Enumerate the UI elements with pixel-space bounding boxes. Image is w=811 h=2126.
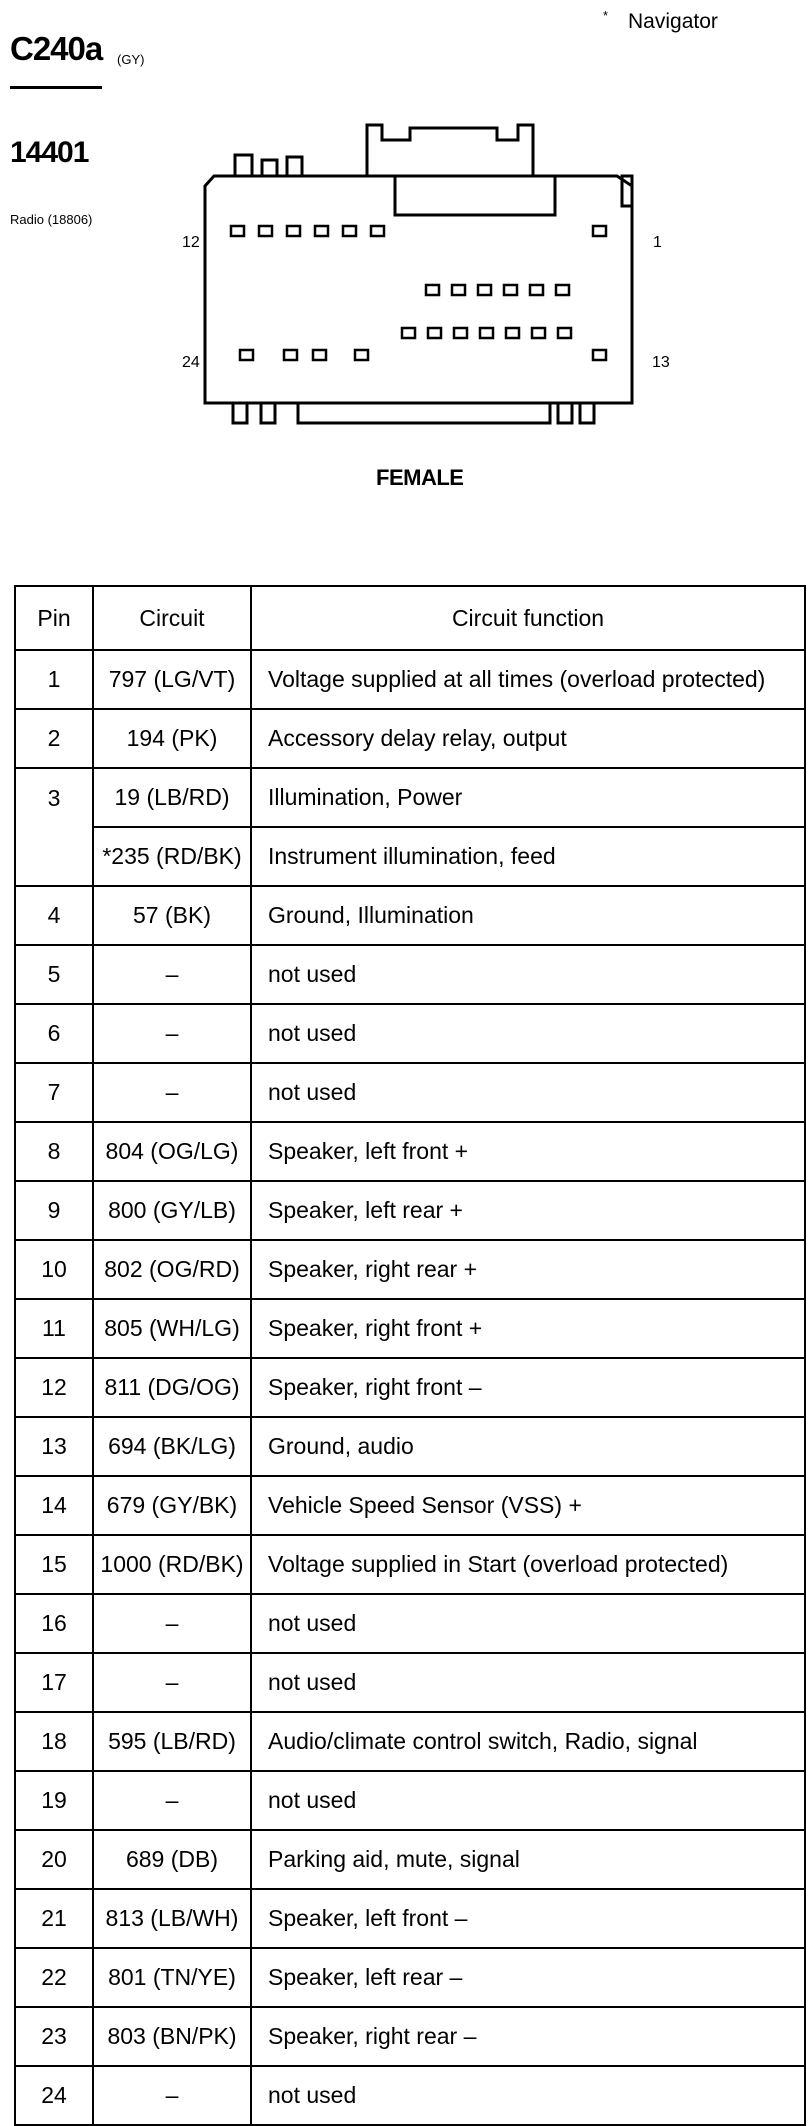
circuit-cell: –: [93, 945, 251, 1004]
pin-cell: 12: [15, 1358, 93, 1417]
pin-cell: 22: [15, 1948, 93, 2007]
circuit-cell: 804 (OG/LG): [93, 1122, 251, 1181]
pin-label-12: 12: [182, 234, 200, 251]
top-tab: [235, 155, 252, 176]
function-cell: not used: [251, 1771, 805, 1830]
function-cell: Illumination, Power: [251, 768, 805, 827]
function-cell: Vehicle Speed Sensor (VSS) +: [251, 1476, 805, 1535]
table-row: [15, 1535, 805, 1594]
circuit-cell: 803 (BN/PK): [93, 2007, 251, 2066]
pinout-table: [14, 585, 806, 2126]
table-row: [15, 1122, 805, 1181]
pin-label-24: 24: [182, 354, 200, 371]
connector-id: C240a: [10, 30, 103, 67]
circuit-cell: –: [93, 1063, 251, 1122]
table-row: [15, 827, 805, 886]
pin-cell: 4: [15, 886, 93, 945]
pin-cell: 23: [15, 2007, 93, 2066]
footnote-text: Navigator: [628, 10, 718, 33]
pin-cell: 17: [15, 1653, 93, 1712]
function-cell: Voltage supplied at all times (overload protected): [251, 650, 805, 709]
pin-label-1: 1: [653, 234, 662, 251]
function-cell: Parking aid, mute, signal: [251, 1830, 805, 1889]
table-row: [15, 1181, 805, 1240]
circuit-cell: 800 (GY/LB): [93, 1181, 251, 1240]
header-circuit: Circuit: [93, 586, 251, 650]
function-cell: Speaker, right rear –: [251, 2007, 805, 2066]
function-cell: Speaker, left rear –: [251, 1948, 805, 2007]
table-row: [15, 1476, 805, 1535]
function-cell: not used: [251, 1653, 805, 1712]
connector-latch: [367, 125, 533, 176]
bottom-tab: [558, 403, 572, 423]
table-row: [15, 1771, 805, 1830]
circuit-cell: 679 (GY/BK): [93, 1476, 251, 1535]
connector-color: (GY): [117, 52, 145, 67]
table-row: [15, 1594, 805, 1653]
pin-cell: 11: [15, 1299, 93, 1358]
function-cell: Audio/climate control switch, Radio, signal: [251, 1712, 805, 1771]
pin-cavities: [231, 226, 606, 360]
function-cell: Speaker, left rear +: [251, 1181, 805, 1240]
circuit-cell: 694 (BK/LG): [93, 1417, 251, 1476]
function-cell: not used: [251, 1063, 805, 1122]
top-tab: [287, 157, 302, 176]
function-cell: Accessory delay relay, output: [251, 709, 805, 768]
circuit-cell: –: [93, 2066, 251, 2125]
pin-cell: 3: [15, 768, 93, 827]
function-cell: Ground, Illumination: [251, 886, 805, 945]
circuit-cell: *235 (RD/BK): [93, 827, 251, 886]
circuit-cell: –: [93, 1004, 251, 1063]
function-cell: not used: [251, 1004, 805, 1063]
table-row: [15, 1712, 805, 1771]
pin-cell: 8: [15, 1122, 93, 1181]
circuit-cell: 797 (LG/VT): [93, 650, 251, 709]
pin-cell: 7: [15, 1063, 93, 1122]
pin-cell: 13: [15, 1417, 93, 1476]
function-cell: Instrument illumination, feed: [251, 827, 805, 886]
table-row: [15, 1653, 805, 1712]
table-row: [15, 768, 805, 827]
pin-cell: 16: [15, 1594, 93, 1653]
circuit-cell: 595 (LB/RD): [93, 1712, 251, 1771]
table-row: [15, 1063, 805, 1122]
circuit-cell: 813 (LB/WH): [93, 1889, 251, 1948]
table-row: [15, 1004, 805, 1063]
footnote-mark: *: [603, 8, 609, 23]
bottom-rail: [298, 403, 550, 423]
function-cell: not used: [251, 2066, 805, 2125]
bottom-tab: [261, 403, 275, 423]
circuit-cell: 811 (DG/OG): [93, 1358, 251, 1417]
pin-cell: 10: [15, 1240, 93, 1299]
table-row: [15, 1240, 805, 1299]
function-cell: Speaker, right rear +: [251, 1240, 805, 1299]
bottom-tab: [580, 403, 594, 423]
connector-diagram: [0, 0, 811, 470]
pin-cell: 15: [15, 1535, 93, 1594]
table-row: [15, 1889, 805, 1948]
part-number: 14401: [10, 136, 89, 169]
latch-window: [395, 176, 555, 215]
table-row: [15, 650, 805, 709]
circuit-cell: 689 (DB): [93, 1830, 251, 1889]
view-label: FEMALE: [376, 465, 464, 490]
table-row: [15, 2007, 805, 2066]
pin-cell: 20: [15, 1830, 93, 1889]
circuit-cell: 57 (BK): [93, 886, 251, 945]
table-row: [15, 1358, 805, 1417]
function-cell: Voltage supplied in Start (overload protected): [251, 1535, 805, 1594]
pin-cell: 1: [15, 650, 93, 709]
pin-cell: 14: [15, 1476, 93, 1535]
function-cell: Speaker, left front +: [251, 1122, 805, 1181]
pin-cell: 24: [15, 2066, 93, 2125]
top-tab: [262, 160, 277, 176]
circuit-cell: –: [93, 1771, 251, 1830]
function-cell: Speaker, left front –: [251, 1889, 805, 1948]
circuit-cell: 19 (LB/RD): [93, 768, 251, 827]
function-cell: Speaker, right front –: [251, 1358, 805, 1417]
pin-cell: 6: [15, 1004, 93, 1063]
circuit-cell: 805 (WH/LG): [93, 1299, 251, 1358]
pin-cell: 9: [15, 1181, 93, 1240]
component-name: Radio (18806): [10, 212, 93, 227]
pin-label-13: 13: [652, 354, 670, 371]
function-cell: not used: [251, 945, 805, 1004]
pin-cell: 2: [15, 709, 93, 768]
header-pin: Pin: [15, 586, 93, 650]
circuit-cell: –: [93, 1594, 251, 1653]
table-row: [15, 945, 805, 1004]
pin-cell: 5: [15, 945, 93, 1004]
circuit-cell: 194 (PK): [93, 709, 251, 768]
bottom-tab: [233, 403, 247, 423]
circuit-cell: 801 (TN/YE): [93, 1948, 251, 2007]
table-row: [15, 1830, 805, 1889]
function-cell: not used: [251, 1594, 805, 1653]
table-row: [15, 1299, 805, 1358]
table-row: [15, 2066, 805, 2125]
function-cell: Ground, audio: [251, 1417, 805, 1476]
circuit-cell: –: [93, 1653, 251, 1712]
table-row: [15, 709, 805, 768]
pin-cell: 19: [15, 1771, 93, 1830]
circuit-cell: 802 (OG/RD): [93, 1240, 251, 1299]
function-cell: Speaker, right front +: [251, 1299, 805, 1358]
header-function: Circuit function: [251, 586, 805, 650]
table-header-row: [15, 586, 805, 650]
table-row: [15, 886, 805, 945]
corner-tab: [622, 176, 632, 206]
table-row: [15, 1948, 805, 2007]
pin-cell: 18: [15, 1712, 93, 1771]
pin-cell: 21: [15, 1889, 93, 1948]
circuit-cell: 1000 (RD/BK): [93, 1535, 251, 1594]
pin-cell: [15, 827, 93, 886]
table-row: [15, 1417, 805, 1476]
